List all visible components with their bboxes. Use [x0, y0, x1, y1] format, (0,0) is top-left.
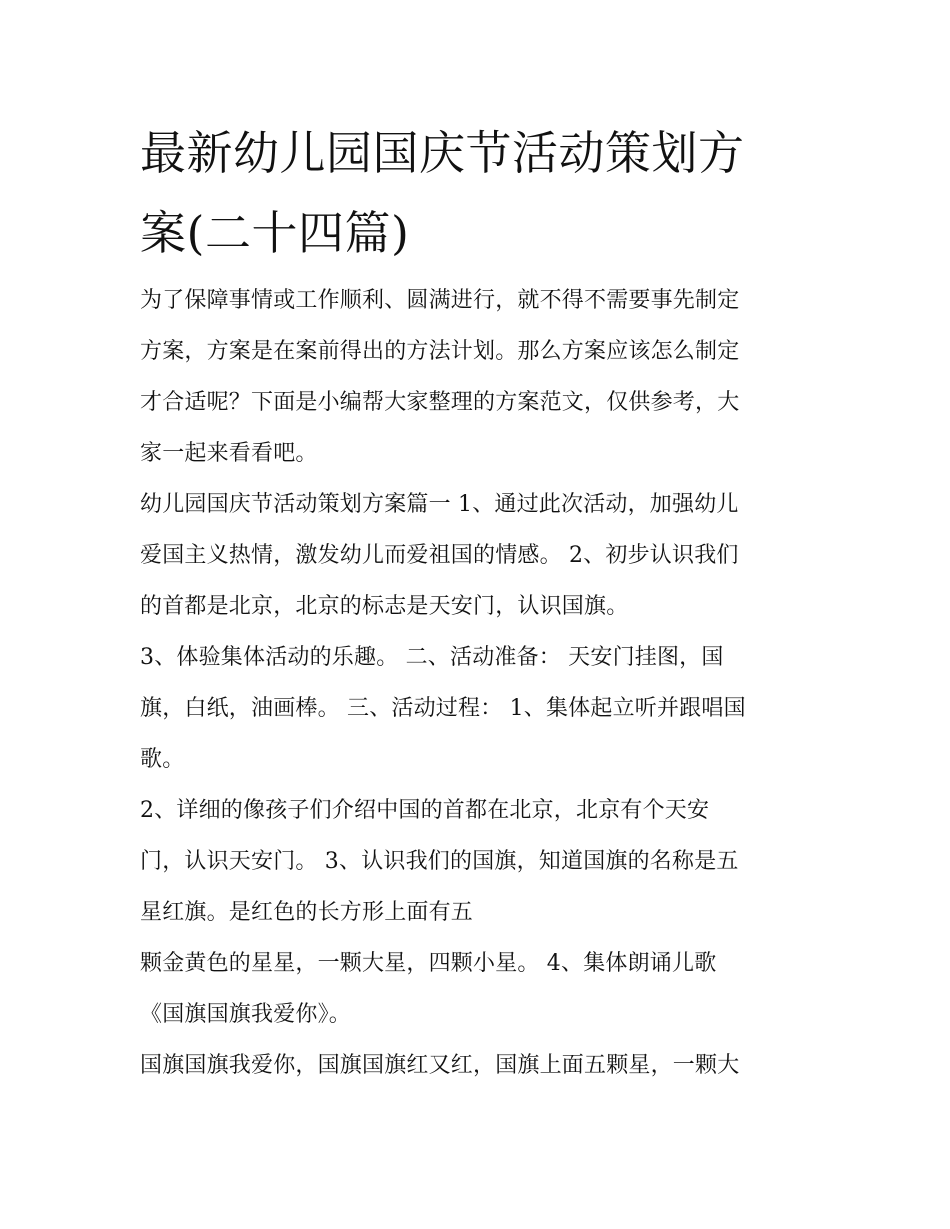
title-line: 最新幼儿园国庆节活动策划方	[140, 126, 745, 180]
body-line: 幼儿园国庆节活动策划方案篇一 1、通过此次活动，加强幼儿	[140, 492, 739, 517]
body-line: 3、体验集体活动的乐趣。 二、活动准备： 天安门挂图，国	[140, 645, 724, 670]
body-line: 《国旗国旗我爱你》。	[140, 1002, 352, 1027]
document-title	[140, 113, 812, 273]
document-body	[140, 275, 812, 1091]
body-line: 星红旗。是红色的长方形上面有五	[140, 900, 474, 925]
body-line: 歌。	[140, 747, 185, 772]
body-line: 为了保障事情或工作顺利、圆满进行，就不得不需要事先制定	[140, 288, 740, 313]
body-line: 旗，白纸，油画棒。 三、活动过程： 1、集体起立听并跟唱国	[140, 696, 746, 721]
body-line: 方案，方案是在案前得出的方法计划。那么方案应该怎么制定	[140, 339, 740, 364]
body-line: 的首都是北京，北京的标志是天安门，认识国旗。	[140, 594, 629, 619]
body-line: 2、详细的像孩子们介绍中国的首都在北京，北京有个天安	[140, 798, 710, 823]
body-line: 爱国主义热情，激发幼儿而爱祖国的情感。 2、初步认识我们	[140, 543, 739, 568]
body-line: 才合适呢？下面是小编帮大家整理的方案范文，仅供参考，大	[140, 390, 740, 415]
body-line: 颗金黄色的星星，一颗大星，四颗小星。 4、集体朗诵儿歌	[140, 951, 717, 976]
body-line: 家一起来看看吧。	[140, 441, 318, 466]
title-line: 案(二十四篇)	[140, 206, 410, 260]
body-line: 门，认识天安门。 3、认识我们的国旗，知道国旗的名称是五	[140, 849, 739, 874]
body-line: 国旗国旗我爱你，国旗国旗红又红，国旗上面五颗星，一颗大	[140, 1053, 740, 1078]
